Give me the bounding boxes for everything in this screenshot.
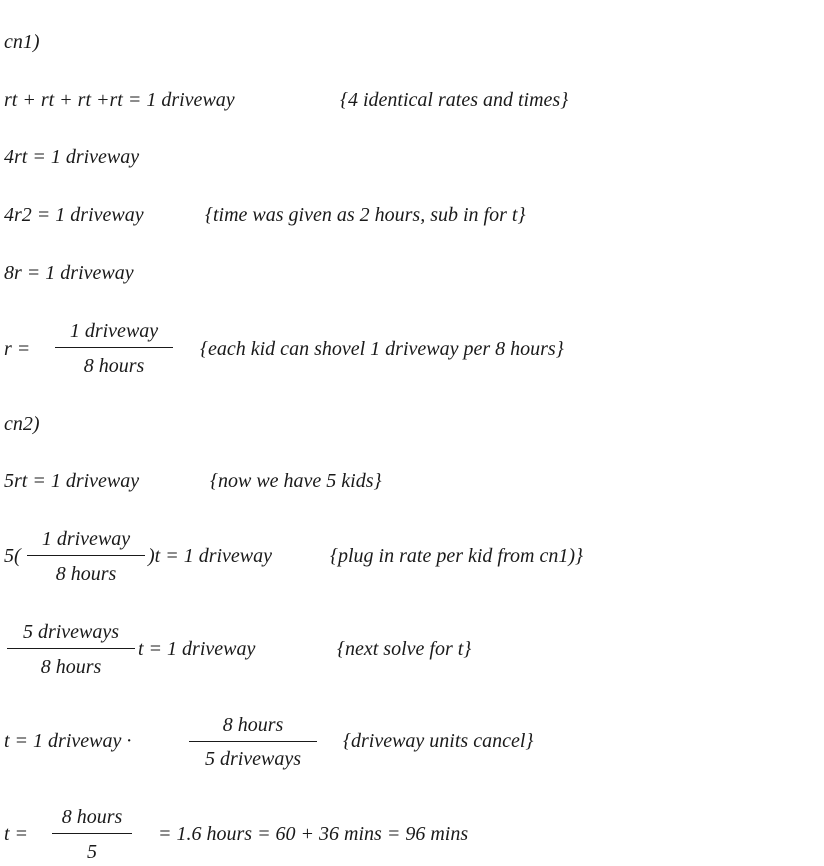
equation-plug-suffix: )t = 1 driveway — [148, 545, 273, 567]
equation-final-lhs: t = — [4, 823, 29, 845]
fraction-numerator: 8 hours — [222, 714, 284, 736]
fraction-bar — [7, 648, 135, 649]
fraction-denominator: 8 hours — [83, 355, 145, 377]
equation-8r: 8r = 1 driveway — [4, 262, 134, 284]
cn1-label: cn1) — [4, 31, 40, 53]
fraction-denominator: 5 — [87, 841, 97, 863]
note-time-given: {time was given as 2 hours, sub in for t} — [205, 204, 526, 226]
equation-t-times-prefix: t = 1 driveway · — [4, 730, 132, 752]
cn2-label: cn2) — [4, 413, 40, 435]
note-solve-for-t: {next solve for t} — [337, 638, 472, 660]
equation-r-lhs: r = — [4, 338, 31, 360]
equation-final-result: = 1.6 hours = 60 + 36 mins = 96 mins — [158, 823, 469, 845]
note-units-cancel: {driveway units cancel} — [343, 730, 534, 752]
fraction-denominator: 8 hours — [55, 563, 117, 585]
fraction-denominator: 8 hours — [40, 656, 102, 678]
note-plug-in-rate: {plug in rate per kid from cn1)} — [330, 545, 583, 567]
fraction-numerator: 5 driveways — [22, 621, 120, 643]
equation-4rt: 4rt = 1 driveway — [4, 146, 140, 168]
equation-solve-suffix: t = 1 driveway — [138, 638, 256, 660]
fraction-bar — [52, 833, 132, 834]
fraction-numerator: 1 driveway — [41, 528, 131, 550]
fraction-bar — [189, 741, 317, 742]
note-rate-per-kid: {each kid can shovel 1 driveway per 8 hours} — [200, 338, 564, 360]
note-identical-rates: {4 identical rates and times} — [340, 89, 569, 111]
equation-sum-of-rates: rt + rt + rt +rt = 1 driveway — [4, 89, 235, 111]
equation-4r2: 4r2 = 1 driveway — [4, 204, 144, 226]
fraction-numerator: 1 driveway — [69, 320, 159, 342]
fraction-numerator: 8 hours — [61, 806, 123, 828]
note-five-kids: {now we have 5 kids} — [210, 470, 382, 492]
equation-plug-prefix: 5( — [4, 545, 21, 567]
equation-5rt: 5rt = 1 driveway — [4, 470, 140, 492]
fraction-bar — [27, 555, 145, 556]
fraction-bar — [55, 347, 173, 348]
fraction-denominator: 5 driveways — [204, 748, 302, 770]
